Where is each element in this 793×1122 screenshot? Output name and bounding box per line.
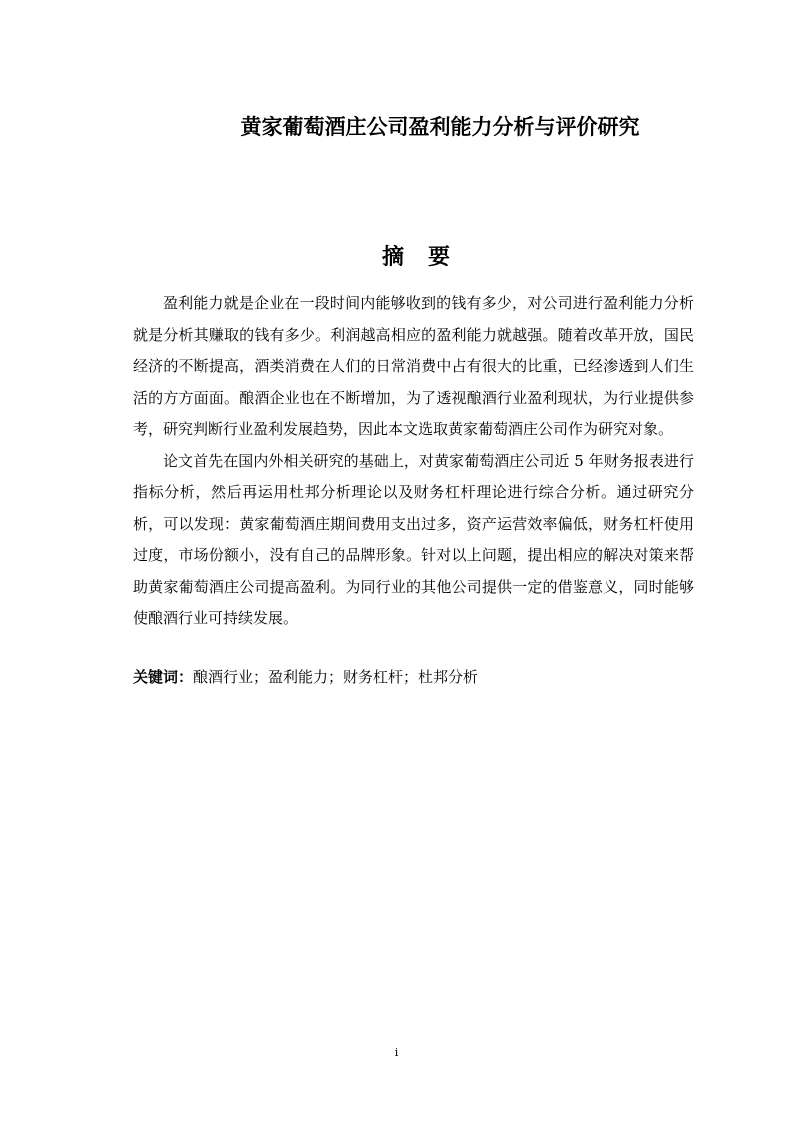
abstract-heading: 摘要 (381, 245, 474, 270)
page-title: 黄家葡萄酒庄公司盈利能力分析与评价研究 (240, 115, 640, 139)
keywords-text: 酿酒行业；盈利能力；财务杠杆；杜邦分析 (193, 668, 479, 686)
abstract-paragraph-1: 盈利能力就是企业在一段时间内能够收到的钱有多少，对公司进行盈利能力分析就是分析其赚取的钱有多少。利润越高相应的盈利能力就越强。随着改革开放，国民经济的不断提高，酒类消费在人们的日常消费中占有很大的比重，已经渗透到人们生活的方方面面。酿酒企业也在不断增加，为了透视酿酒行业盈利现状，为行业提供参考，研究判断行业盈利发展趋势，因此本文选取黄家葡萄酒庄公司作为研究对象。 (133, 294, 694, 438)
keywords-label: 关键词： (133, 668, 194, 686)
abstract-paragraph-2: 论文首先在国内外相关研究的基础上，对黄家葡萄酒庄公司近 5 年财务报表进行指标分析，然后再运用杜邦分析理论以及财务杠杆理论进行综合分析。通过研究分析，可以发现：黄家葡萄酒庄期间费用支出过多，资产运营效率偏低，财务杠杆使用过度，市场份额小，没有自己的品牌形象。针对以上问题，提出相应的解决对策来帮助黄家葡萄酒庄公司提高盈利。为同行业的其他公司提供一定的借鉴意义，同时能够使酿酒行业可持续发展。 (133, 451, 694, 627)
keywords-line (133, 662, 694, 694)
page-number: i (394, 1046, 399, 1059)
abstract-body (133, 288, 694, 635)
